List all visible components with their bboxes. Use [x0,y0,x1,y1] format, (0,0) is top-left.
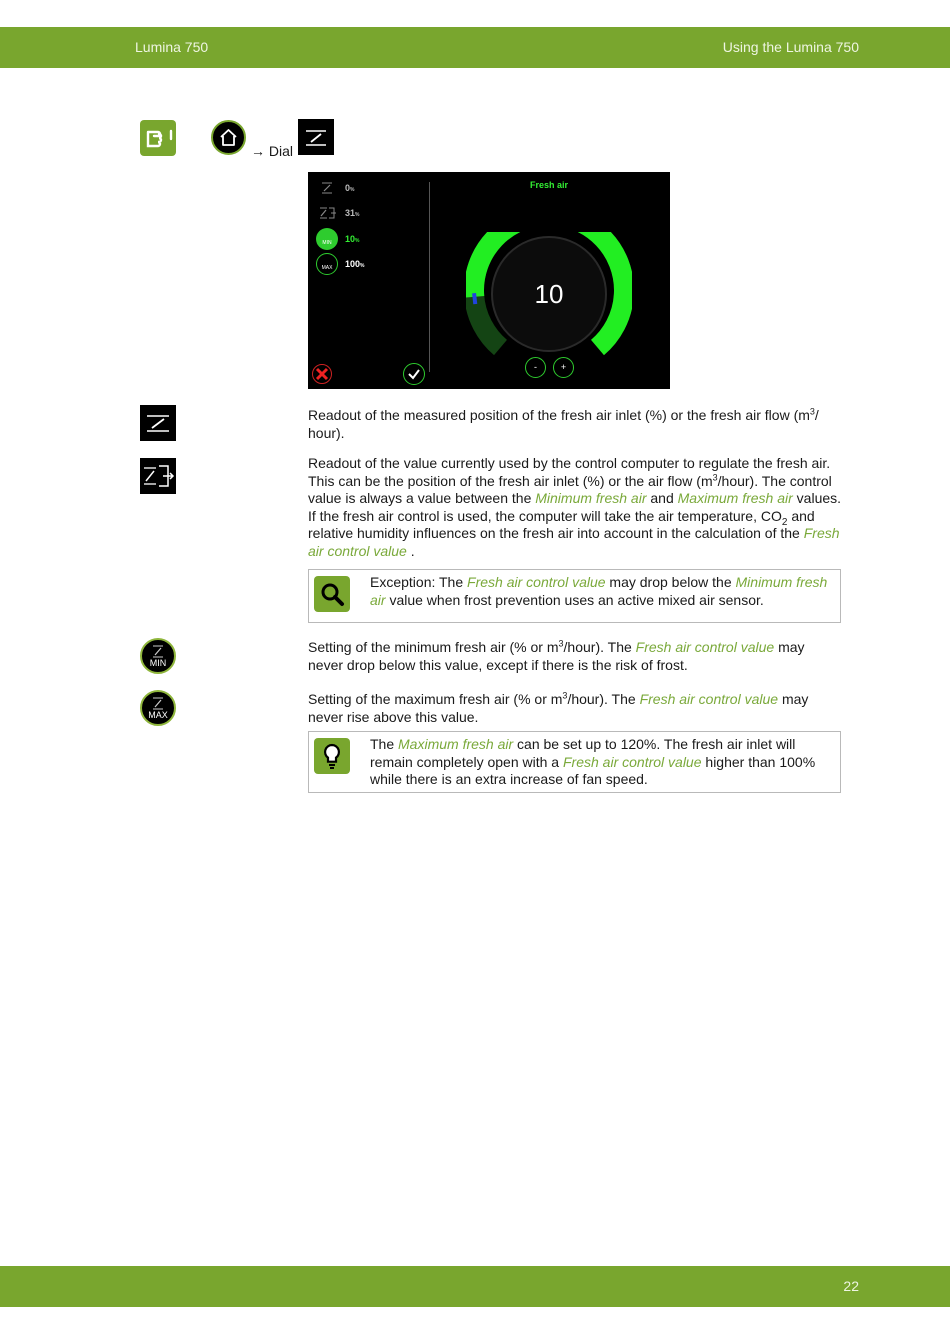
row-value-min [345,234,359,244]
max-label: MAX [148,710,168,720]
text: /hour). The [567,691,640,707]
max-icon-label: MAX [321,265,333,271]
page-number: 22 [843,1278,859,1294]
dial-value: 10 [534,279,564,309]
fresh-air-control-icon [140,458,176,494]
max-fresh-air-icon [140,690,176,726]
superscript: 3 [809,406,815,417]
min-label: MIN [149,658,167,668]
row-unit: % [350,187,355,193]
text: . [406,542,415,559]
superscript: 3 [558,638,564,649]
text: Exception: The [370,574,468,590]
row-value: 100 [345,259,361,269]
hand-pointer-icon [140,120,176,156]
text: Readout of the measured position of the fresh air inlet (%) or the fresh air flow (m [308,407,810,423]
page-footer [0,1266,950,1307]
control-value-description [308,455,843,560]
row-value-max [345,259,364,269]
max-description [308,691,843,726]
fresh-air-dial-screen [308,172,670,389]
text: The [370,736,399,752]
page-header [0,27,950,68]
exception-text [370,574,830,609]
fresh-air-control-value-link[interactable]: Fresh air control value [467,574,606,590]
fresh-air-icon [319,181,335,195]
max-icon[interactable] [316,253,338,275]
superscript: 3 [712,471,718,482]
text: may never drop below this value, except if there is the risk of frost. [308,639,805,673]
nav-arrow-dial: → Dial [251,143,294,159]
exception-note [308,569,841,623]
row-value: 10 [345,234,356,244]
minimum-fresh-air-link[interactable]: Minimum fresh air [535,490,647,506]
header-title-right: Using the Lumina 750 [722,39,859,55]
cancel-button[interactable] [312,364,332,384]
fresh-air-control-value-link[interactable]: Fresh air control value [635,639,775,655]
subscript: 2 [781,516,788,528]
min-fresh-air-icon [140,638,176,674]
text: may drop below the [605,574,736,590]
text: / hour). [308,407,819,441]
superscript: 3 [562,690,568,701]
text: Readout of the value currently used by the control computer to regulate the fresh air. This can be the position of the fresh air inlet (%) or the air flow (m [308,455,831,489]
close-icon [313,365,331,383]
min-icon[interactable] [316,228,338,250]
magnifier-icon [314,576,350,612]
row-value: 0 [345,183,351,193]
text: and [646,490,678,506]
min-icon-label: MIN [322,240,332,246]
tip-note [308,731,841,793]
plus-button[interactable]: + [553,357,574,378]
fresh-air-control-value-link[interactable]: Fresh air control value [308,525,840,559]
text: and relative humidity influences on the fresh air into account in the calculation of the [308,507,815,541]
row-unit: % [355,212,360,218]
fresh-air-readout-icon [140,405,176,441]
text: can be set up to 120%. The fresh air inlet will remain completely open with a [370,736,796,770]
text: values. If the fresh air control is used, the computer will take the air temperature, CO [308,490,842,524]
lightbulb-icon [314,738,350,774]
row-value: 31 [345,208,356,218]
check-icon [404,364,424,384]
confirm-button[interactable] [403,363,425,385]
row-unit: % [360,263,365,269]
text: /hour). The [563,639,636,655]
maximum-fresh-air-link[interactable]: Maximum fresh air [677,490,793,506]
maximum-fresh-air-link[interactable]: Maximum fresh air [398,736,514,752]
text: higher than 100% while there is an extra increase of fan speed. [370,753,816,787]
text: Setting of the minimum fresh air (% or m [308,639,559,655]
fresh-air-control-value-link[interactable]: Fresh air control value [639,691,779,707]
text: value when frost prevention uses an active mixed air sensor. [385,591,764,608]
min-description [308,639,843,674]
screen-title: Fresh air [529,180,569,190]
header-title-left: Lumina 750 [135,39,209,55]
fresh-air-control-value-link[interactable]: Fresh air control value [563,753,702,770]
dial-button-icon[interactable] [298,119,334,155]
row-value-control [345,208,359,218]
minus-button[interactable]: - [525,357,546,378]
row-unit: % [355,238,360,244]
readout-description [308,407,843,442]
fresh-air-control-icon [319,206,337,220]
home-button-icon[interactable] [211,120,246,155]
text: Setting of the maximum fresh air (% or m [308,691,563,707]
row-value-fresh-air [345,183,354,193]
tip-text [370,736,830,789]
text: may never rise above this value. [308,691,809,725]
minimum-fresh-air-link[interactable]: Minimum fresh air [370,574,828,608]
screen-divider [429,182,430,372]
text: /hour). The control value is always a value between the [308,472,832,506]
